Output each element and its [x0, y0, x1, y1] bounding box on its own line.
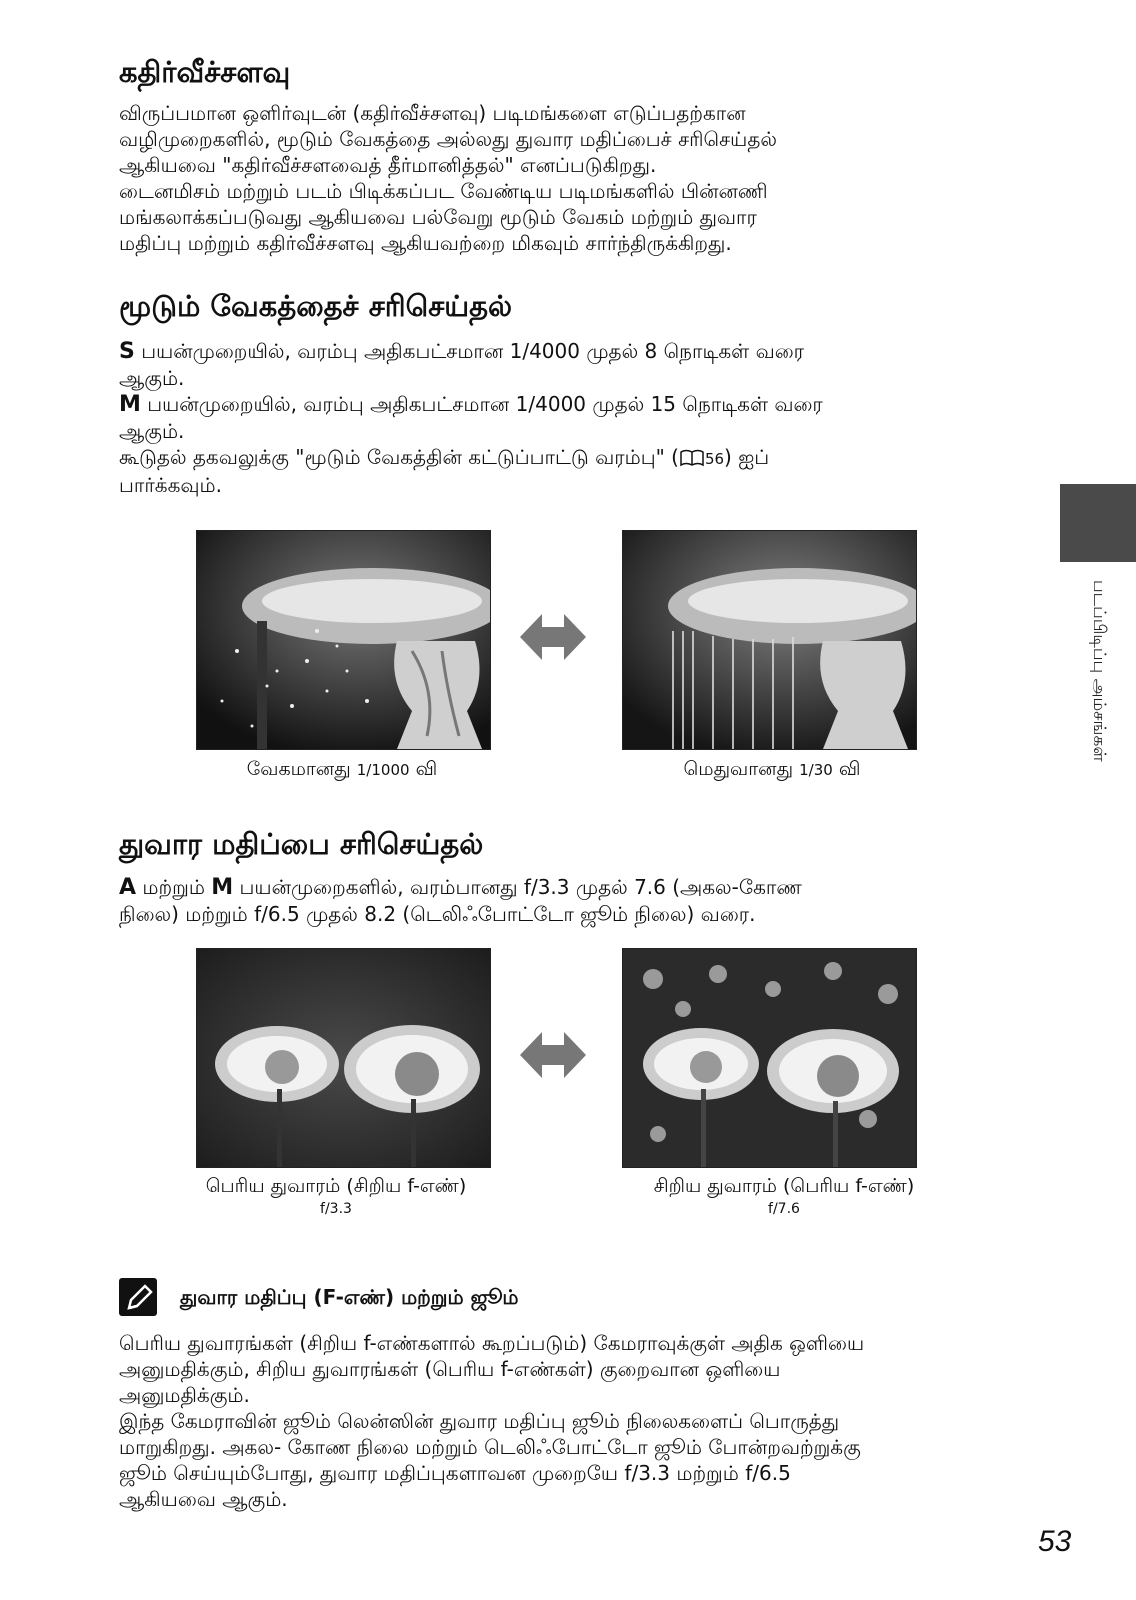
reference-text-cont: பார்க்கவும். [119, 473, 222, 497]
note-line: மாறுகிறது. அகல- கோண நிலை மற்றும் டெலிஃபோட்டோ ஜூம் போன்றவற்றுக்கு [119, 1435, 861, 1459]
chapter-tab [1060, 484, 1136, 562]
caption-large-aperture-value: f/3.3 [320, 1201, 352, 1217]
note-line: பெரிய துவாரங்கள் (சிறிய f-எண்களால் கூறப்படும்) கேமராவுக்குள் அதிக ஒளியை [119, 1331, 865, 1355]
reference-text: கூடுதல் தகவலுக்கு "மூடும் வேகத்தின் கட்டுப்பாட்டு வரம்பு" ( [119, 445, 679, 469]
shutter-paragraph [119, 338, 979, 498]
reference-text-end: ) ஐப் [724, 445, 770, 469]
caption-fast-unit: வி [415, 758, 438, 780]
mode-letter-s: S [119, 339, 135, 364]
caption-small-aperture-text: சிறிய துவாரம் (பெரிய f-எண்) [653, 1175, 915, 1197]
caption-small-aperture [624, 1174, 944, 1220]
reference-page[interactable]: 56 [704, 450, 725, 468]
mode-letter-a: A [119, 875, 137, 900]
chapter-tab-label: படப்பிடிப்பு அம்சங்கள் [1089, 580, 1109, 762]
exposure-line: டைனமிசம் மற்றும் படம் பிடிக்கப்பட வேண்டிய படிமங்களில் பின்னணி [119, 179, 768, 203]
s-mode-text-cont: ஆகும். [119, 366, 185, 390]
note-title: துவார மதிப்பு (F-எண்) மற்றும் ஜூம் [180, 1285, 519, 1309]
m-mode-text-cont: ஆகும். [119, 419, 185, 443]
caption-small-aperture-value: f/7.6 [768, 1201, 800, 1217]
s-mode-text: பயன்முறையில், வரம்பு அதிகபட்சமான 1/4000 முதல் 8 நொடிகள் வரை [141, 339, 804, 363]
aperture-text-cont: நிலை) மற்றும் f/6.5 முதல் 8.2 (டெலிஃபோட்டோ ஜூம் நிலை) வரை. [119, 902, 756, 926]
exposure-line: மதிப்பு மற்றும் கதிர்வீச்சளவு ஆகியவற்றை மிகவும் சார்ந்திருக்கிறது. [119, 231, 732, 255]
note-line: அனுமதிக்கும். [119, 1383, 250, 1407]
exposure-line: விருப்பமான ஒளிர்வுடன் (கதிர்வீச்சளவு) படிமங்களை எடுப்பதற்கான [119, 101, 746, 125]
photo-fountain-slow [622, 530, 917, 750]
aperture-text: பயன்முறைகளில், வரம்பானது f/3.3 முதல் 7.6 (அகல-கோண [239, 875, 802, 899]
caption-fast [192, 757, 492, 782]
caption-fast-text: வேகமானது [246, 758, 351, 780]
note-line: ஜூம் செய்யும்போது, துவார மதிப்புகளாவன முறையே f/3.3 மற்றும் f/6.5 [119, 1461, 791, 1485]
note-line: இந்த கேமராவின் ஜூம் லென்ஸின் துவார மதிப்பு ஜூம் நிலைகளைப் பொருத்து [119, 1409, 840, 1433]
caption-fast-value: 1/1000 [356, 761, 410, 779]
mode-letter-m: M [211, 875, 234, 900]
pencil-note-icon [119, 1278, 157, 1316]
double-arrow-icon [520, 612, 586, 662]
mode-letter-m: M [119, 392, 141, 417]
photo-flower-large-aperture [196, 948, 491, 1168]
photo-flower-small-aperture [622, 948, 917, 1168]
note-line: அனுமதிக்கும், சிறிய துவாரங்கள் (பெரிய f-எண்கள்) குறைவான ஒளியை [119, 1357, 781, 1381]
exposure-line: மங்கலாக்கப்படுவது ஆகியவை பல்வேறு மூடும் வேகம் மற்றும் துவார [119, 205, 757, 229]
section-title-shutter: மூடும் வேகத்தைச் சரிசெய்தல் [119, 289, 513, 323]
caption-slow-text: மெதுவானது [683, 758, 794, 780]
m-mode-text: பயன்முறையில், வரம்பு அதிகபட்சமான 1/4000 முதல் 15 நொடிகள் வரை [147, 392, 823, 416]
caption-slow [622, 757, 922, 782]
caption-large-aperture [176, 1174, 496, 1220]
section-title-exposure: கதிர்வீச்சளவு [119, 55, 291, 89]
note-paragraph [119, 1330, 989, 1512]
caption-large-aperture-text: பெரிய துவாரம் (சிறிய f-எண்) [205, 1175, 467, 1197]
caption-slow-value: 1/30 [799, 761, 833, 779]
exposure-paragraph [119, 100, 979, 256]
caption-slow-unit: வி [838, 758, 861, 780]
page-number: 53 [1038, 1525, 1072, 1558]
double-arrow-icon [520, 1030, 586, 1080]
note-line: ஆகியவை ஆகும். [119, 1487, 288, 1511]
aperture-paragraph [119, 874, 979, 927]
photo-fountain-fast [196, 530, 491, 750]
section-title-aperture: துவார மதிப்பை சரிசெய்தல் [119, 827, 484, 861]
and-word: மற்றும் [142, 875, 205, 899]
book-reference-icon [679, 449, 705, 467]
exposure-line: ஆகியவை "கதிர்வீச்சளவைத் தீர்மானித்தல்" எனப்படுகிறது. [119, 153, 657, 177]
exposure-line: வழிமுறைகளில், மூடும் வேகத்தை அல்லது துவார மதிப்பைச் சரிசெய்தல் [119, 127, 777, 151]
